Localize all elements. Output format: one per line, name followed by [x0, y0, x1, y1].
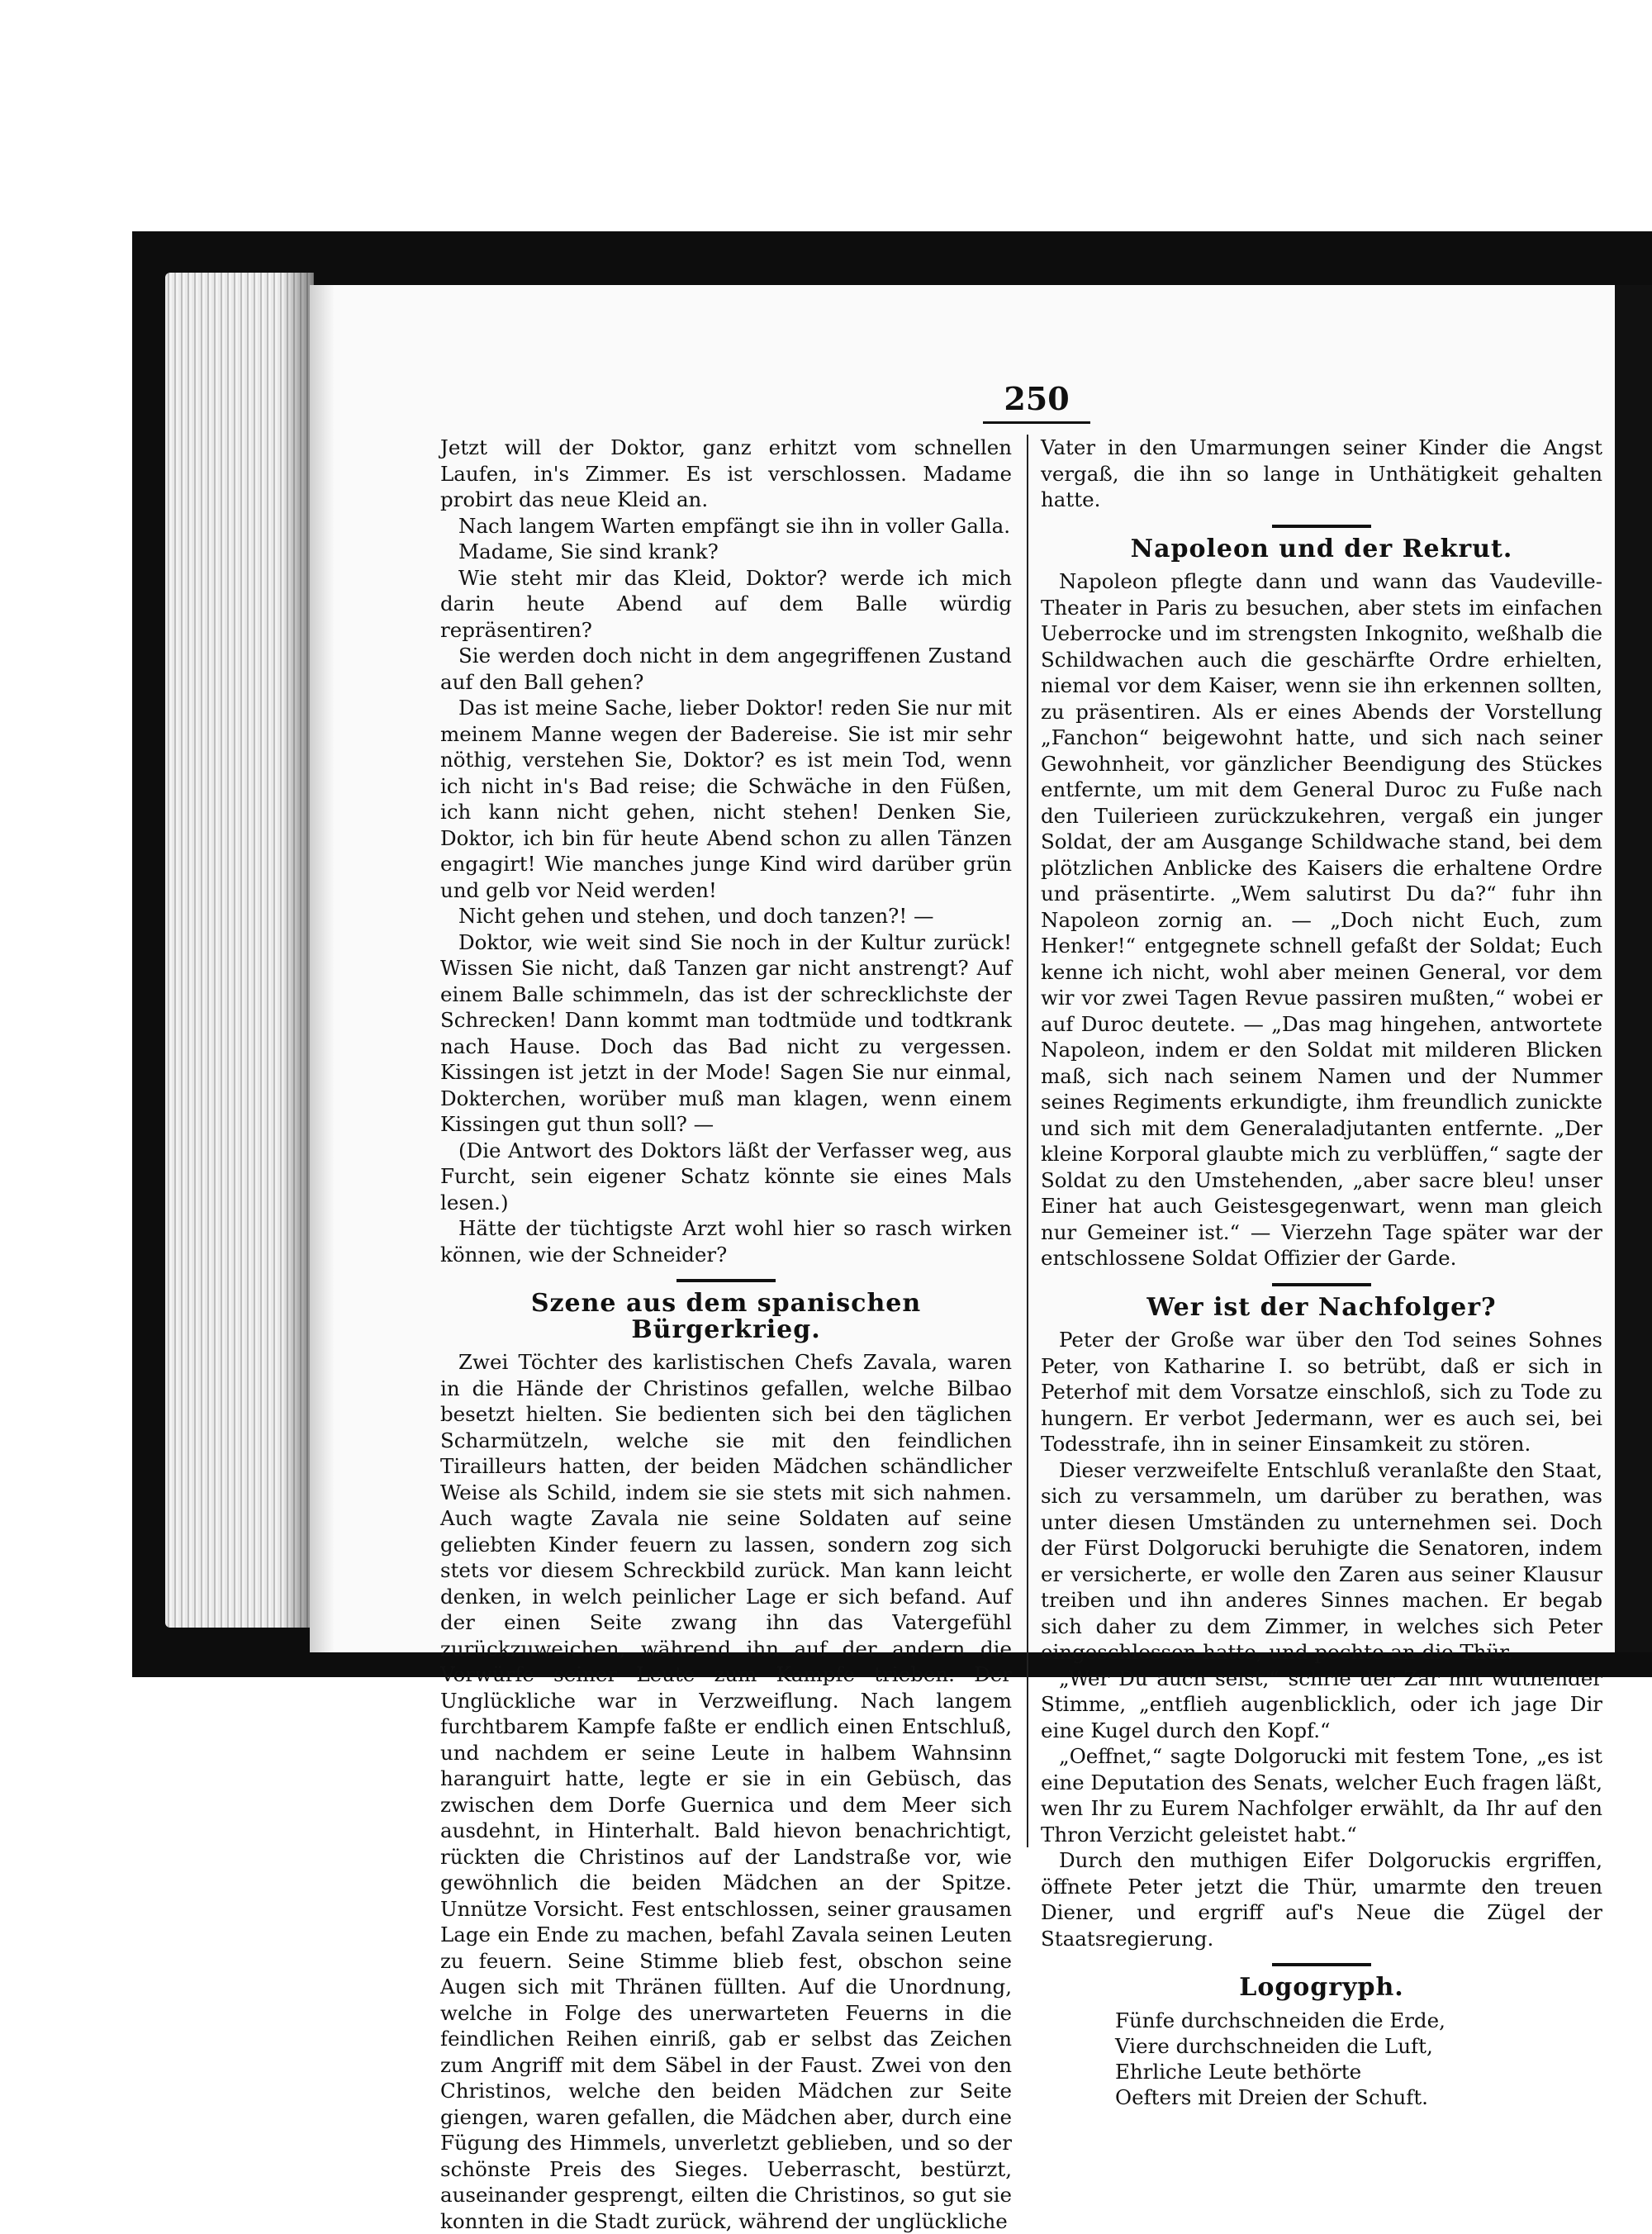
paragraph: Napoleon pflegte dann und wann das Vaudeville-Theater in Paris zu besuchen, aber stets im einfachen Ueberrocke und im strengsten Inkognito, weßhalb die Schildwachen auch die geschärfte Ordre erhielten, niemal vor dem Kaiser, wenn sie ihn erkennen sollten, zu präsentiren. Als er eines Abends der Vorstellung „Fanchon“ beigewohnt hatte, und sich nach seiner Gewohnheit, vor gänzlicher Beendigung des Stückes entfernte, um mit dem General Duroc zu Fuße nach den Tuilerieen zurückzukehren, vergaß ein junger Soldat, der am Ausgange Schildwache stand, bei dem plötzlichen Anblicke des Kaisers die erhaltene Ordre und präsentirte. „Wem salutirst Du da?“ fuhr ihn Napoleon zornig an. — „Doch nicht Euch, zum Henker!“ entgegnete schnell gefaßt der Soldat; Euch kenne ich nicht, wohl aber meinen General, vor dem wir vor zwei Tagen Revue passiren mußten,“ wobei er auf Duroc deutete. — „Das mag hingehen, antwortete Napoleon, indem er den Soldat mit milderen Blicken maß, sich nach seinem Namen und der Nummer seines Regiments erkundigte, ihm freundlich zunickte und sich mit dem Generaladjutanten entfernte. „Der kleine Korporal glaubte mich zu verblüffen,“ sagte der Soldat zu den Umstehenden, „aber sacre bleu! unser Einer hat auch Geistesgegenwart, wenn man gleich nur Gemeiner ist.“ — Vierzehn Tage später war der entschlossene Soldat Offizier der Garde. [1041, 569, 1602, 1270]
paragraph: Doktor, wie weit sind Sie noch in der Kultur zurück! Wissen Sie nicht, daß Tanzen gar nicht anstrengt? Auf einem Balle schimmeln, das ist der schrecklichste der Schrecken! Dann kommt man todtmüde und todtkrank nach Hause. Doch das Bad nicht zu vergessen. Kissingen ist jetzt in der Mode! Sagen Sie nur einmal, Dokterchen, worüber muß man klagen, wenn einem Kissingen gut thun soll? — [440, 929, 1012, 1136]
paragraph: Jetzt will der Doktor, ganz erhitzt vom schnellen Laufen, in's Zimmer. Es ist verschlossen. Madame probirt das neue Kleid an. [440, 435, 1012, 511]
paragraph: Vater in den Umarmungen seiner Kinder die Angst vergaß, die ihn so lange in Unthätigkeit gehalten hatte. [1041, 435, 1602, 511]
poem [1115, 2008, 1602, 2110]
section-separator [1272, 525, 1371, 528]
paragraph: Peter der Große war über den Tod seines Sohnes Peter, von Katharine I. so betrübt, daß er sich in Peterhof mit dem Vorsatze einschloß, sich zu Tode zu hungern. Er verbot Jedermann, wer es auch sei, bei Todesstrafe, ihn in seiner Einsamkeit zu stören. [1041, 1328, 1602, 1456]
section-title: Logogryph. [1239, 1973, 1404, 2002]
paragraph: Madame, Sie sind krank? [458, 539, 719, 563]
section-title: Wer ist der Nachfolger? [1146, 1292, 1497, 1322]
paragraph: Sie werden doch nicht in dem angegriffenen Zustand auf den Ball gehen? [440, 644, 1012, 694]
section-separator [1272, 1283, 1371, 1286]
paragraph: Zwei Töchter des karlistischen Chefs Zavala, waren in die Hände der Christinos gefallen, welche Bilbao besetzt hielten. Sie bedienten sich bei den täglichen Scharmützeln, welche sie mit den feindlichen Tirailleurs hatten, der beiden Mädchen schändlicher Weise als Schild, indem sie sie stets mit sich nahmen. Auch wagte Zavala nie seine Soldaten auf seine geliebten Kinder feuern zu lassen, sondern zog sich stets vor diesem Schreckbild zurück. Man kann leicht denken, in welch peinlicher Lage er sich befand. Auf der einen Seite zwang ihn das Vatergefühl zurückzuweichen, während ihn auf der andern die Vorwürfe seiner Leute zum Kampfe trieben. Der Unglückliche war in Verzweiflung. Nach langem furchtbarem Kampfe faßte er endlich einen Entschluß, und nachdem er seine Leute in halbem Wahnsinn haranguirt hatte, legte er sie in ein Gebüsch, das zwischen dem Dorfe Guernica und dem Meer sich ausdehnt, in Hinterhalt. Bald hievon benachrichtigt, rückten die Christinos auf der Landstraße vor, wie gewöhnlich die beiden Mädchen an der Spitze. Unnütze Vorsicht. Fest entschlossen, seiner grausamen Lage ein Ende zu machen, befahl Zavala seinen Leuten zu feuern. Seine Stimme blieb fest, obschon seine Augen sich mit Thränen füllten. Auf die Unordnung, welche in Folge des unerwarteten Feuerns in die feindlichen Reihen einriß, gab er selbst das Zeichen zum Angriff mit dem Säbel in der Faust. Zwei von den Christinos, welche den beiden Mädchen zur Seite giengen, waren gefallen, die Mädchen aber, durch eine Fügung des Himmels, unverletzt geblieben, und so der schönste Preis des Sieges. Ueberrascht, bestürzt, auseinander gesprengt, eilten die Christinos, so gut sie konnten in die Stadt zurück, während der unglückliche [440, 1350, 1012, 2233]
right-book-edge [1615, 285, 1652, 1652]
section-separator [676, 1279, 776, 1282]
poem-line: Fünfe durchschneiden die Erde, [1115, 2008, 1446, 2032]
paragraph: (Die Antwort des Doktors läßt der Verfasser weg, aus Furcht, sein eigener Schatz könnte sie eines Mals lesen.) [440, 1138, 1012, 1214]
paragraph: Das ist meine Sache, lieber Doktor! reden Sie nur mit meinem Manne wegen der Badereise. Sie ist mir sehr nöthig, verstehen Sie, Doktor? es ist mein Tod, wenn ich nicht in's Bad reise; die Schwäche in den Füßen, ich kann nicht gehen, nicht stehen! Denken Sie, Doktor, ich bin für heute Abend schon zu allen Tänzen engagirt! Wie manches junge Kind wird darüber grün und gelb vor Neid werden! [440, 696, 1012, 902]
paragraph: Dieser verzweifelte Entschluß veranlaßte den Staat, sich zu versammeln, um darüber zu berathen, was unter diesen Umständen zu unternehmen sei. Doch der Fürst Dolgorucki beruhigte die Senatoren, indem er versicherte, er wolle den Zaren aus seiner Klausur treiben und ihn anderes Sinnes machen. Er begab sich daher zu dem Zimmer, in welches sich Peter eingeschlossen hatte, und pochte an die Thür. [1041, 1457, 1602, 1664]
poem-line: Viere durchschneiden die Luft, [1115, 2033, 1433, 2058]
paragraph: „Oeffnet,“ sagte Dolgorucki mit festem Tone, „es ist eine Deputation des Senats, welcher Euch fragen läßt, wen Ihr zu Eurem Nachfolger erwählt, da Ihr auf den Thron Verzicht geleistet habt.“ [1041, 1744, 1602, 1847]
page-number-rule [983, 421, 1090, 424]
paragraph: Nach langem Warten empfängt sie ihn in voller Galla. [458, 513, 1011, 538]
page-number: 250 [1004, 380, 1070, 417]
paragraph: Hätte der tüchtigste Arzt wohl hier so rasch wirken können, wie der Schneider? [440, 1216, 1012, 1267]
paragraph: Nicht gehen und stehen, und doch tanzen?! — [458, 904, 934, 928]
section-title: Napoleon und der Rekrut. [1130, 534, 1513, 563]
poem-line: Ehrliche Leute bethörte [1115, 2059, 1362, 2084]
column-divider [1027, 435, 1028, 1847]
paragraph: „Wer Du auch seist,“ schrie der Zar mit wüthender Stimme, „entflieh augenblicklich, oder ich jage Dir eine Kugel durch den Kopf.“ [1041, 1666, 1602, 1742]
section-title: Szene aus dem spanischen Bürgerkrieg. [530, 1289, 922, 1344]
section-separator [1272, 1963, 1371, 1966]
paragraph: Wie steht mir das Kleid, Doktor? werde ich mich darin heute Abend auf dem Balle würdig repräsentiren? [440, 565, 1012, 642]
page-gutter [310, 285, 335, 1652]
right-column [1041, 435, 1602, 2110]
left-column [440, 435, 1012, 2234]
gutter-shadow [281, 273, 314, 1628]
paragraph: Durch den muthigen Eifer Dolgoruckis ergriffen, öffnete Peter jetzt die Thür, umarmte den treuen Diener, und ergriff auf's Neue die Zügel der Staatsregierung. [1041, 1848, 1602, 1951]
poem-line: Oefters mit Dreien der Schuft. [1115, 2084, 1428, 2109]
